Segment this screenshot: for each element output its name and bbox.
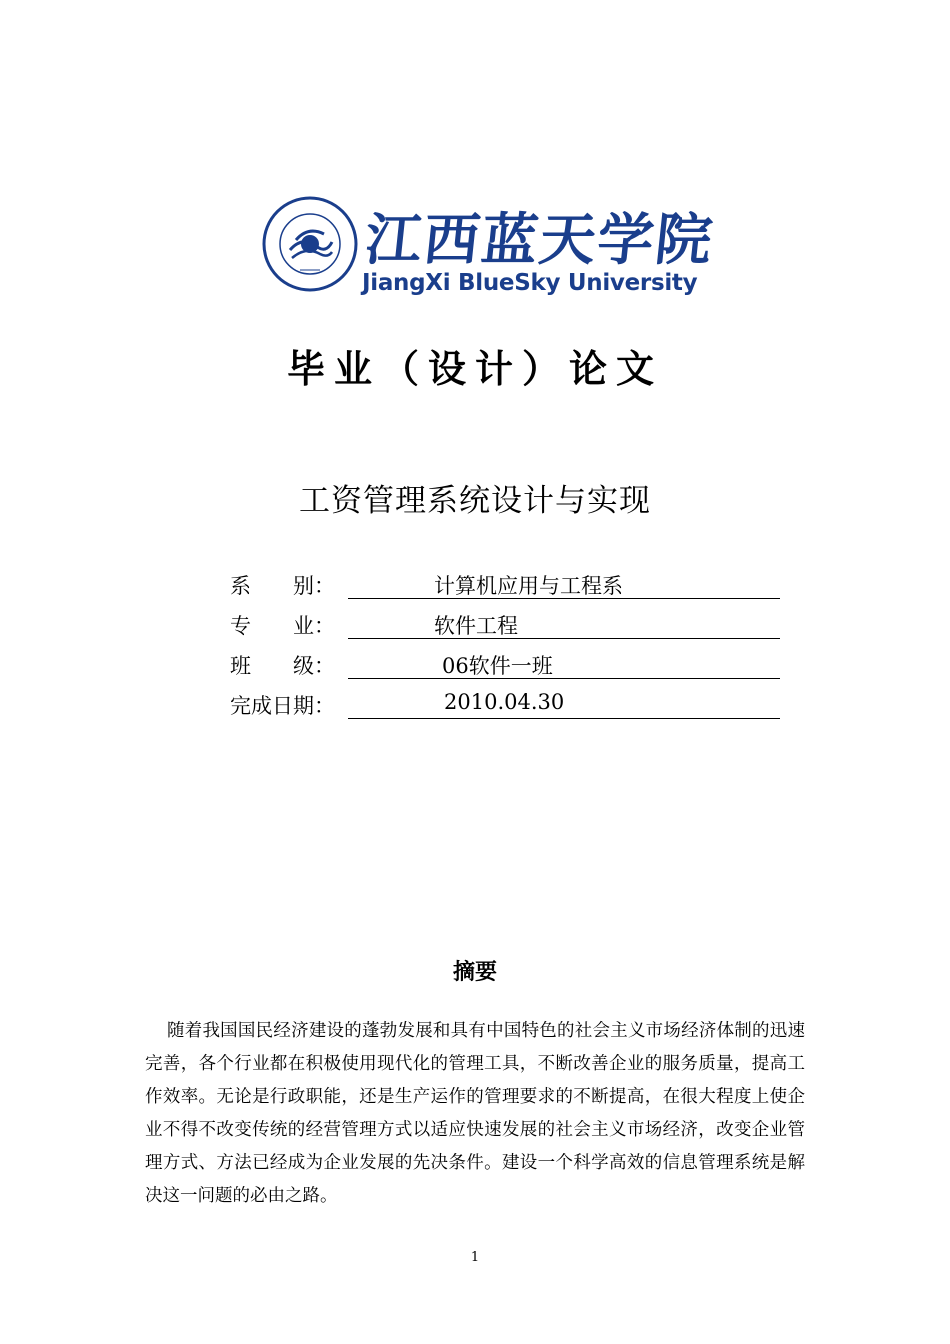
- document-title: 毕业（设计）论文: [286, 347, 663, 391]
- logo-chinese-name: 江西蓝天学院: [362, 207, 718, 273]
- major-underline: [348, 610, 780, 639]
- department-value: 计算机应用与工程系: [434, 574, 623, 598]
- class-value: 06软件一班: [442, 654, 553, 678]
- logo-english-name: JiangXi BlueSky University: [362, 270, 698, 296]
- department-label: 系 别：: [230, 574, 335, 598]
- major-label: 专 业：: [230, 614, 335, 638]
- date-value: 2010.04.30: [444, 690, 565, 714]
- abstract-paragraph: 随着我国国民经济建设的蓬勃发展和具有中国特色的社会主义市场经济体制的迅速完善，各个行业都在积极使用现代化的管理工具，不断改善企业的服务质量，提高工作效率。无论是行政职能，还是生产运作的管理要求的不断提高，在很大程度上使企业不得不改变传统的经营管理方式以适应快速发展的社会主义市场经济，改变企业管理方式、方法已经成为企业发展的先决条件。建设一个科学高效的信息管理系统是解决这一问题的必由之路。: [145, 1021, 805, 1206]
- page-number: 1: [470, 1250, 480, 1265]
- thesis-subtitle: 工资管理系统设计与实现: [299, 483, 651, 519]
- university-logo: [262, 196, 718, 306]
- major-value: 软件工程: [434, 614, 518, 638]
- date-label: 完成日期：: [230, 694, 335, 718]
- class-underline: [348, 650, 780, 679]
- abstract-heading: 摘要: [452, 960, 497, 985]
- class-label: 班 级：: [230, 654, 335, 678]
- university-seal-icon: [262, 196, 358, 292]
